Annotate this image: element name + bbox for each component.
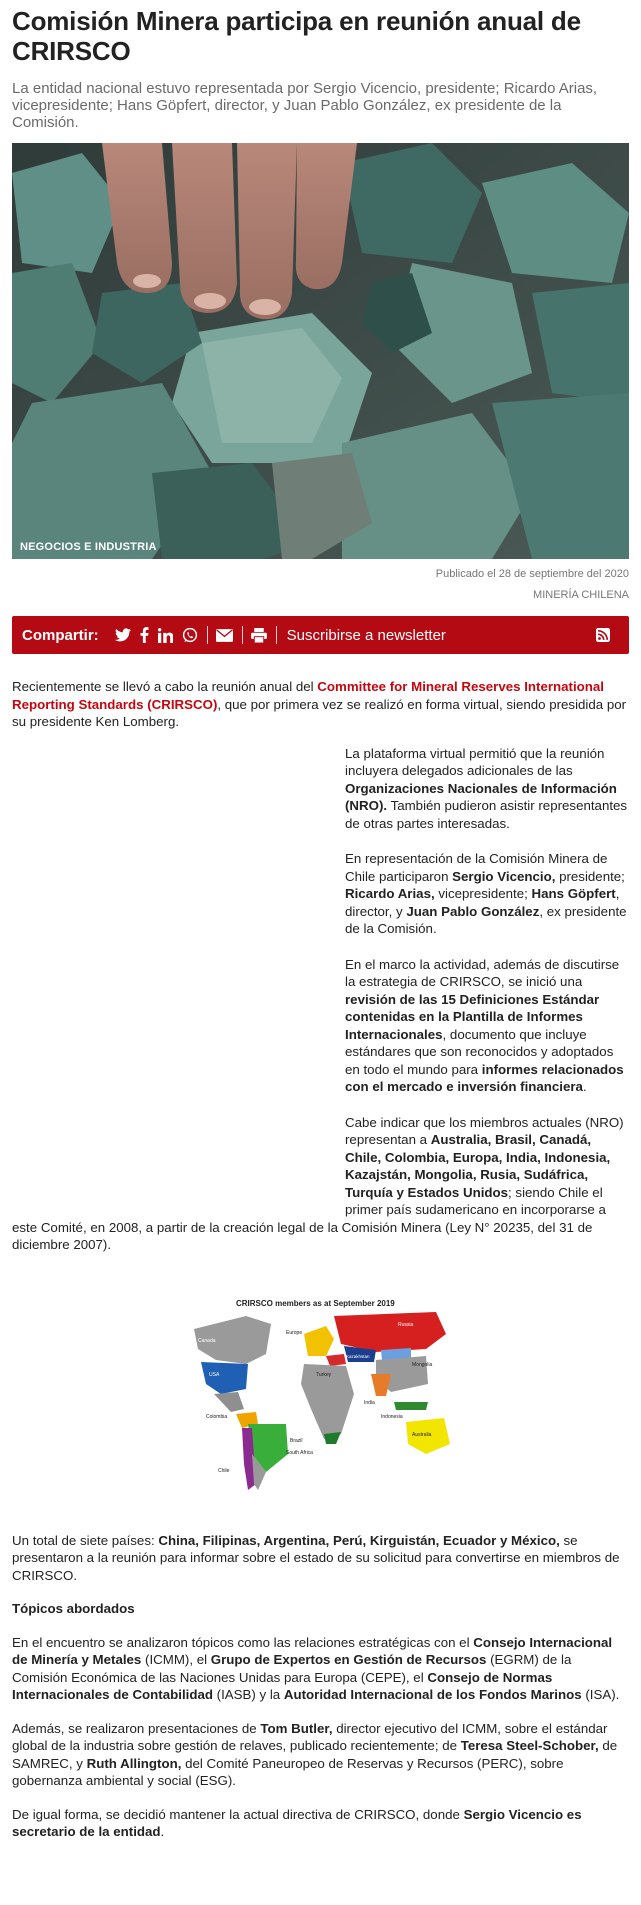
text: Un total de siete países: — [12, 1532, 159, 1548]
map-label: Kazakhstan — [345, 1353, 370, 1359]
crirsco-link[interactable]: Committee for Mineral Reserves International Reporting Standards (CRIRSCO) — [12, 679, 604, 712]
divider — [242, 626, 243, 644]
map-label: Russia — [397, 1321, 413, 1328]
share-bar — [12, 616, 629, 654]
crirsco-map — [176, 1294, 466, 1494]
text: China, Filipinas, Argentina, Perú, Kirguistán, Ecuador y México, — [158, 1532, 560, 1548]
map-label: Indonesia — [380, 1413, 403, 1420]
text: , documento que incluye estándares que son reconocidos y adoptados en todo el mundo para — [345, 1026, 614, 1077]
map-title: CRIRSCO members as at September 2019 — [235, 1298, 395, 1308]
text: director ejecutivo del ICMM, sobre el estándar global de la industria sobre gestión de relaves, publicado recientemente; de — [12, 1720, 608, 1753]
text: vicepresidente; — [434, 886, 532, 901]
text: Consejo Internacional de Minería y Metales — [12, 1634, 613, 1667]
paragraph — [12, 1806, 629, 1841]
text: También pudieron asistir representantes de otras partes interesadas. — [345, 798, 628, 831]
paragraph — [12, 1532, 629, 1585]
article-body-float — [12, 745, 629, 1272]
facebook-icon[interactable] — [140, 626, 149, 644]
text: presidente; — [555, 868, 625, 884]
text: revisión de las 15 Definiciones Estándar contenidas en la Plantilla de Informes Internacionales — [345, 991, 600, 1042]
text: Cabe indicar que los miembros actuales (NRO) representan a — [345, 1114, 624, 1147]
embedded-media-area — [12, 745, 345, 1215]
text: Juan Pablo González — [406, 903, 540, 919]
text: De igual forma, se decidió mantener la actual directiva de CRIRSCO, donde — [12, 1806, 464, 1822]
text: se presentaron a la reunión para informar sobre el estado de su solicitud para convertirse en miembros de CRIRSCO. — [12, 1532, 620, 1583]
text: (EGRM) de la Comisión Económica de las Naciones Unidas para Europa (CEPE), el — [12, 1652, 572, 1685]
text: , director, y — [345, 886, 620, 919]
world-map-image — [176, 1294, 466, 1494]
category-badge[interactable]: NEGOCIOS E INDUSTRIA — [20, 541, 157, 553]
text: . — [582, 1079, 587, 1094]
publish-date: Publicado el 28 de septiembre del 2020 — [435, 568, 629, 580]
text: Organizaciones Nacionales de Información (NRO). — [345, 780, 617, 813]
whatsapp-icon[interactable] — [182, 626, 198, 644]
text: Teresa Steel-Schober, — [460, 1738, 599, 1753]
map-label: USA — [208, 1371, 219, 1378]
paragraph — [12, 1720, 629, 1790]
text: Grupo de Expertos en Gestión de Recursos — [210, 1652, 487, 1667]
text: Recientemente se llevó a cabo la reunión anual del — [12, 679, 318, 694]
map-label: Colombia — [205, 1413, 227, 1420]
map-label: Brazil — [289, 1437, 303, 1444]
text: Ricardo Arias, — [345, 886, 435, 901]
text: En el encuentro se analizaron tópicos como las relaciones estratégicas con el — [12, 1634, 474, 1650]
twitter-icon[interactable] — [115, 626, 131, 644]
divider — [207, 626, 208, 644]
map-label: Australia — [411, 1431, 431, 1438]
map-indonesia — [394, 1402, 428, 1410]
text: Consejo de Normas Internacionales de Contabilidad — [12, 1669, 553, 1702]
text: Australia, Brasil, Canadá, Chile, Colombia, Europa, India, Indonesia, Kazajstán, Mongolia, Rusia, Sudáfrica, Turquía y Estados Unidos — [345, 1132, 611, 1200]
paragraph-intro — [12, 678, 629, 731]
text: La plataforma virtual permitió que la reunión incluyera delegados adicionales de las — [345, 745, 605, 778]
rocks-photo — [12, 143, 629, 559]
text: (ICMM), el — [141, 1652, 211, 1667]
map-label: India — [363, 1399, 375, 1406]
article-meta — [12, 567, 629, 602]
text: Sergio Vicencio es secretario de la entidad — [12, 1806, 582, 1839]
map-label: Chile — [217, 1467, 229, 1474]
text: En el marco la actividad, además de discutirse la estrategia de CRIRSCO, se inició una — [345, 956, 620, 989]
hero-image — [12, 143, 629, 559]
newsletter-link[interactable]: Suscribirse a newsletter — [286, 626, 446, 644]
rss-icon[interactable] — [596, 626, 610, 644]
text: Además, se realizaron presentaciones de — [12, 1720, 261, 1736]
email-icon[interactable] — [216, 626, 233, 644]
map-label: Turkey — [315, 1371, 331, 1378]
map-label: Mongolia — [411, 1361, 432, 1368]
text: . — [160, 1824, 165, 1839]
paragraph — [12, 1634, 629, 1704]
text: ; siendo Chile el primer país sudamericano en incorporarse a este Comité, en 2008, a partir de la creación legal de la Comisión Minera (Ley N° 20235, del 31 de diciembre 2007). — [12, 1184, 606, 1252]
text: Tom Butler, — [260, 1720, 333, 1736]
text: En representación de la Comisión Minera de Chile participaron — [345, 851, 608, 884]
share-label: Compartir: — [22, 626, 99, 644]
text: , que por primera vez se realizó en forma virtual, siendo presidida por su presidente Ken Lomberg. — [12, 696, 627, 729]
text: del Comité Paneuropeo de Reservas y Recursos (PERC), sobre gobernanza ambiental y social (ESG). — [12, 1755, 564, 1788]
map-russia — [334, 1312, 446, 1352]
text: de SAMREC, y — [12, 1738, 618, 1771]
text: informes relacionados con el mercado e inversión financiera — [345, 1061, 624, 1094]
page-title: Comisión Minera participa en reunión anual de CRIRSCO — [12, 6, 581, 66]
map-label: South Africa — [285, 1449, 313, 1456]
text: , ex presidente de la Comisión. — [345, 903, 627, 936]
text: Sergio Vicencio, — [452, 868, 556, 884]
section-heading: Tópicos abordados — [12, 1601, 135, 1616]
text: (IASB) y la — [212, 1687, 284, 1702]
text: (ISA). — [581, 1687, 620, 1702]
divider — [276, 626, 277, 644]
map-label: Canada — [197, 1337, 216, 1344]
article-lead: La entidad nacional estuvo representada por Sergio Vicencio, presidente; Ricardo Arias, vicepresidente; Hans Göpfert, director, y Juan Pablo González, ex presidente de la Comisión. — [12, 80, 598, 131]
linkedin-icon[interactable] — [158, 626, 173, 644]
print-icon[interactable] — [251, 626, 267, 644]
text: Ruth Allington, — [86, 1755, 182, 1771]
text: Hans Göpfert — [531, 886, 616, 901]
author-label[interactable]: MINERÍA CHILENA — [533, 589, 629, 601]
map-label: Europe — [285, 1329, 302, 1336]
text: Autoridad Internacional de los Fondos Marinos — [283, 1687, 582, 1702]
